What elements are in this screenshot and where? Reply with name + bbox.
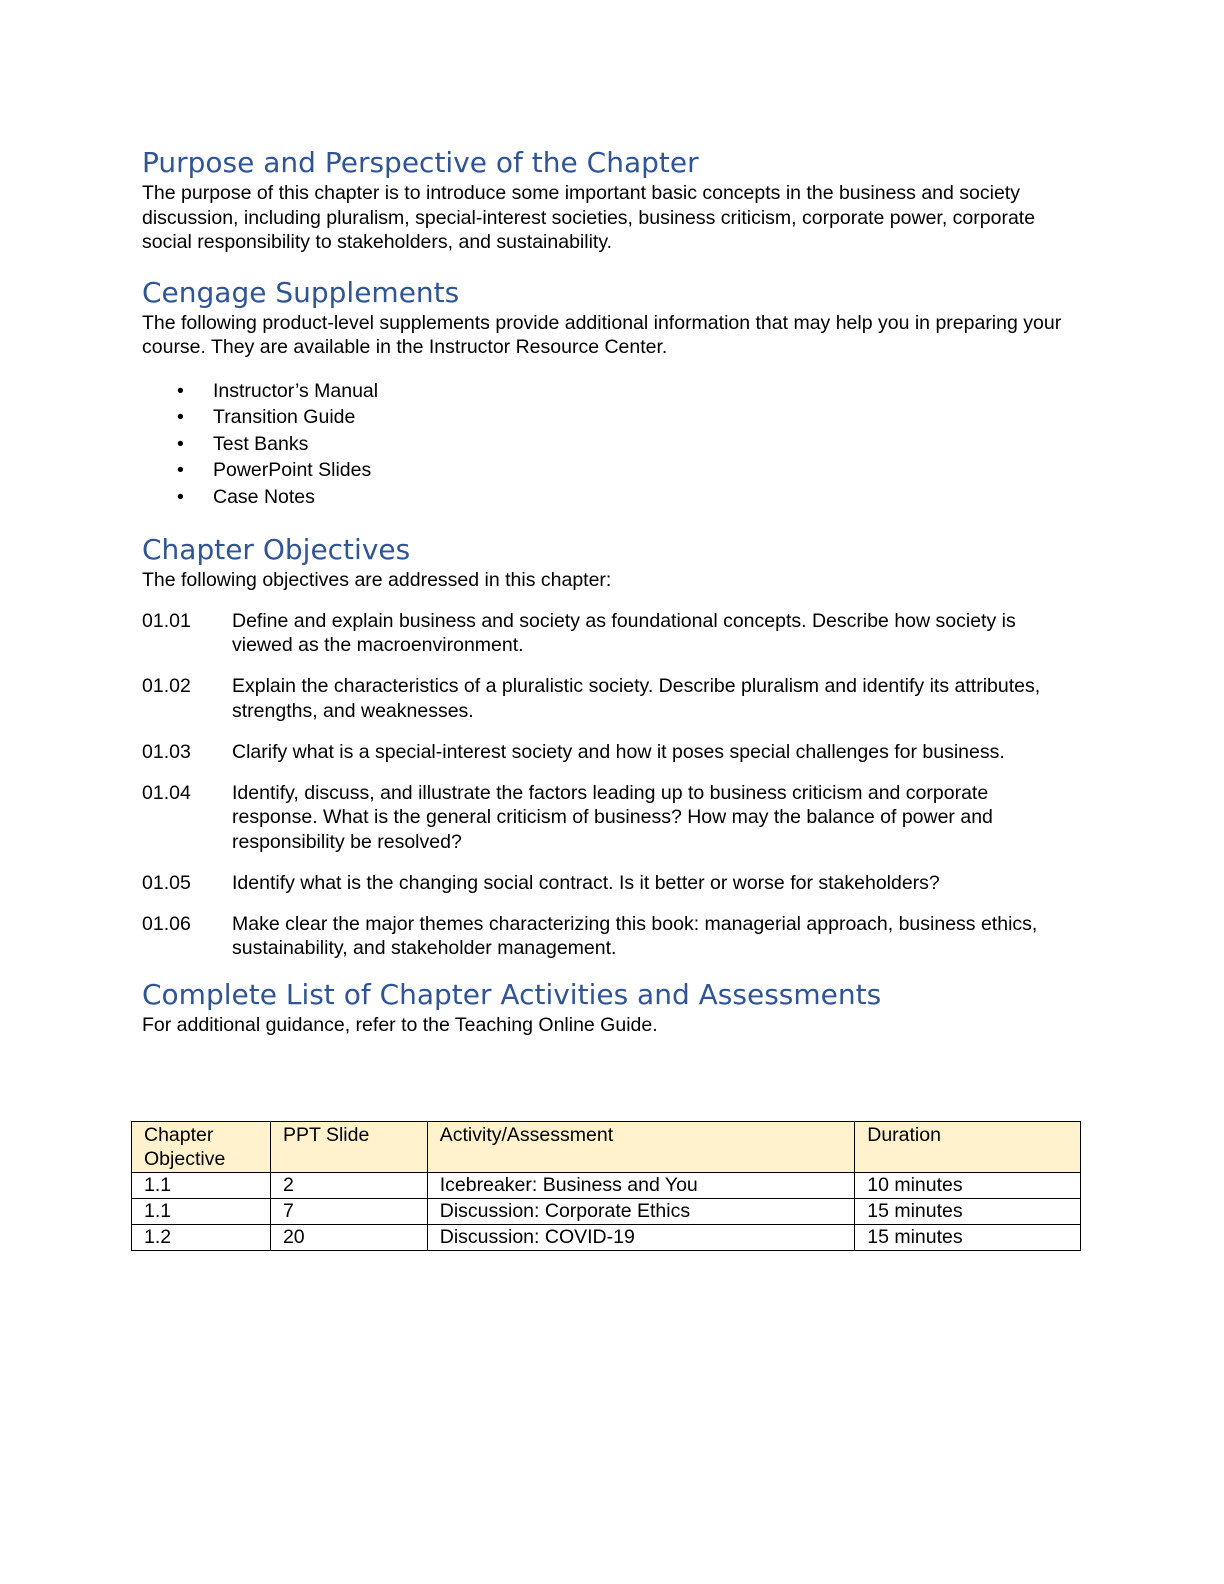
- table-cell: Icebreaker: Business and You: [427, 1173, 855, 1199]
- supplements-heading: Cengage Supplements: [142, 275, 460, 309]
- table-row: [132, 1225, 1081, 1251]
- table-cell: 15 minutes: [855, 1199, 1081, 1225]
- table-cell: 7: [270, 1199, 427, 1225]
- table-cell: 1.1: [132, 1199, 271, 1225]
- objective-text: Identify, discuss, and illustrate the factors leading up to business criticism and corporate response. What is the general criticism of business? How may the balance of power and responsibility be resolved?: [232, 781, 993, 853]
- list-item: • Test Banks: [142, 431, 1082, 458]
- column-header-objective: Chapter Objective: [132, 1122, 271, 1173]
- activities-heading: Complete List of Chapter Activities and Assessments: [142, 978, 882, 1011]
- column-header-activity: Activity/Assessment: [427, 1122, 855, 1173]
- table-cell: 1.1: [132, 1173, 271, 1199]
- table-row: [132, 1199, 1081, 1225]
- objective-text: Make clear the major themes characterizing this book: managerial approach, business ethics, sustainability, and stakeholder management.: [232, 912, 1038, 959]
- table-cell: 2: [270, 1173, 427, 1199]
- purpose-body: The purpose of this chapter is to introduce some important basic concepts in the business and society discussion, including pluralism, special-interest societies, business criticism, corporate power, corporate social responsibility to stakeholders, and sustainability.: [142, 182, 1036, 253]
- column-header-duration: Duration: [855, 1122, 1081, 1173]
- objectives-intro: The following objectives are addressed in this chapter:: [142, 569, 612, 591]
- document-page: [142, 140, 1082, 1038]
- supplements-body: The following product-level supplements provide additional information that may help you in preparing your course. They are available in the Instructor Resource Center.: [142, 311, 1062, 358]
- list-item: • Instructor’s Manual: [142, 378, 1082, 405]
- objective-number: 01.06: [142, 912, 191, 935]
- objective-text: Explain the characteristics of a pluralistic society. Describe pluralism and identify its attributes, strengths, and weaknesses.: [232, 675, 1041, 722]
- table-cell: 15 minutes: [855, 1225, 1081, 1251]
- objective-number: 01.01: [142, 609, 191, 632]
- objective-number: 01.03: [142, 740, 191, 763]
- objectives-heading: Chapter Objectives: [142, 533, 411, 566]
- activities-table: [131, 1121, 1081, 1251]
- column-header-ppt-slide: PPT Slide: [270, 1122, 427, 1173]
- objective-number: 01.02: [142, 675, 191, 697]
- table-cell: Discussion: Corporate Ethics: [427, 1199, 855, 1225]
- objective-number: 01.05: [142, 871, 191, 894]
- list-item: • PowerPoint Slides: [142, 457, 1082, 484]
- objective-text: Identify what is the changing social contract. Is it better or worse for stakeholders?: [232, 871, 940, 894]
- table-header-row: [132, 1122, 1081, 1173]
- supplements-list: [142, 378, 1082, 511]
- objective-item: [142, 912, 1082, 961]
- objective-item: [142, 740, 1082, 765]
- list-item: • Transition Guide: [142, 404, 1082, 431]
- table-row: [132, 1173, 1081, 1199]
- objective-item: [142, 781, 1082, 855]
- table-cell: 20: [270, 1225, 427, 1251]
- objective-item: [142, 871, 1082, 896]
- list-item: • Case Notes: [142, 484, 1082, 511]
- table-cell: Discussion: COVID-19: [427, 1225, 855, 1251]
- activities-intro: For additional guidance, refer to the Teaching Online Guide.: [142, 1014, 658, 1036]
- table-cell: 10 minutes: [855, 1173, 1081, 1199]
- purpose-heading: Purpose and Perspective of the Chapter: [142, 146, 699, 179]
- objective-text: Define and explain business and society as foundational concepts. Describe how society is viewed as the macroenvironment.: [232, 609, 1016, 656]
- objective-item: [142, 674, 1082, 723]
- objective-text: Clarify what is a special-interest society and how it poses special challenges for business.: [232, 740, 1005, 763]
- objective-number: 01.04: [142, 781, 191, 804]
- table-cell: 1.2: [132, 1225, 271, 1251]
- objective-item: [142, 609, 1082, 658]
